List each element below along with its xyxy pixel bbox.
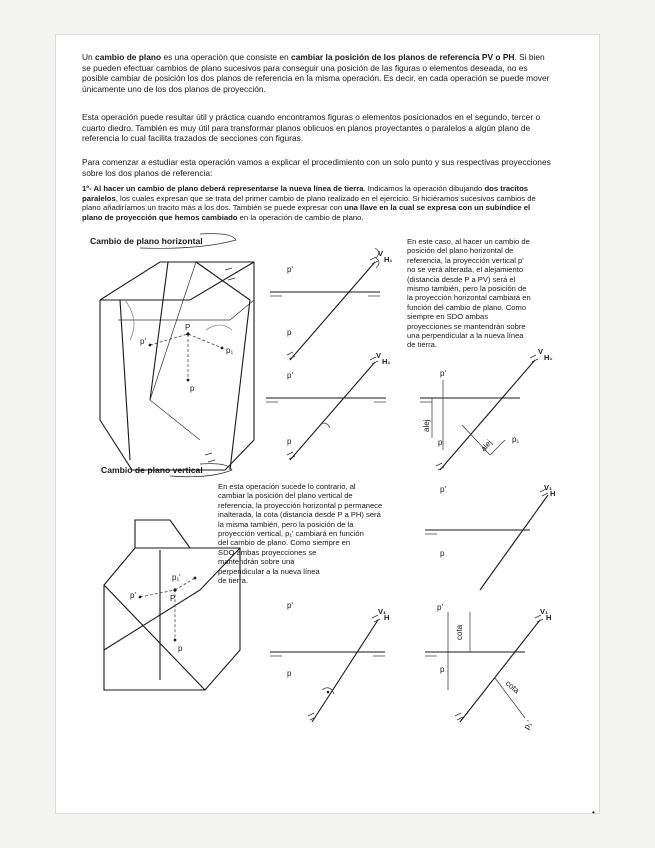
svg-text:P: P <box>170 594 176 603</box>
svg-text:p₁: p₁ <box>512 435 520 444</box>
caption-line: siempre en SDO ambas <box>407 312 489 322</box>
diagram-v2 <box>270 601 389 722</box>
svg-text:alej: alej <box>478 438 494 454</box>
intro-paragraph: Un cambio de plano es una operación que consiste en cambiar la posición de los planos de referencia PV o PH. Si bien se pueden efectuar cambios de plano sucesivos para conseguir una posición de las figuras o elementos deseada, no es posible cambiar de posición los dos planos de referencia en la misma operación. Es decir, en cada operación se puede mover únicamente uno de los dos planos de proyección. <box>82 52 550 94</box>
diagram-v1 <box>425 483 555 590</box>
svg-text:cota: cota <box>455 624 464 640</box>
caption-line: referencia, la proyección vertical p' <box>407 255 524 265</box>
caption-line: mantendrán sobre una <box>218 557 295 567</box>
svg-text:V₁: V₁ <box>378 607 387 616</box>
step-one-paragraph: 1º- Al hacer un cambio de plano deberá representarse la nueva línea de tierra. Indicamos la operación dibujando dos tracitos paralelos, los cuales expresan que se trata del primer cambio de plano realizado en el ejercicio. Si hiciéramos sucesivos cambios de plano añadiríamos un tracito más a los dos. También se puede expresar con una llave en la cual se expresa con un subíndice el plano de proyección que hemos cambiado en la operación de cambio de plano. <box>82 184 536 222</box>
svg-text:H₁: H₁ <box>544 353 553 362</box>
diagram-h2 <box>266 351 391 460</box>
heading-horizontal-change: Cambio de plano horizontal <box>90 236 203 246</box>
svg-text:p₁: p₁ <box>226 346 234 355</box>
svg-text:p: p <box>287 437 292 446</box>
caption-line: de tierra. <box>407 340 437 350</box>
diagram-h1 <box>270 248 393 360</box>
svg-text:p: p <box>440 549 445 558</box>
caption-line: cambiar la posición del plano vertical de <box>218 491 353 501</box>
svg-text:cota: cota <box>503 678 522 696</box>
caption-line: perpendicular a la nueva línea <box>218 566 320 576</box>
svg-text:p': p' <box>130 591 136 600</box>
caption-line: la misma también, pero la posición de la <box>218 519 354 529</box>
caption-line: En esta operación sucede lo contrario, al <box>218 482 356 491</box>
svg-text:alej: alej <box>422 419 431 432</box>
svg-text:p₁': p₁' <box>521 718 535 731</box>
svg-text:V: V <box>538 347 544 356</box>
svg-text:V₁: V₁ <box>540 607 549 616</box>
svg-text:V₁: V₁ <box>544 483 553 492</box>
caption-line: posición del plano horizontal de <box>407 246 514 256</box>
caption-line: inalterada, la cota (distancia desde P a PH) será <box>218 510 381 520</box>
svg-text:p: p <box>438 438 443 447</box>
svg-text:p': p' <box>287 371 293 380</box>
heading-vertical-change: Cambio de plano vertical <box>101 465 203 475</box>
svg-text:V: V <box>376 351 382 360</box>
caption-line: una perpendicular a la nueva línea <box>407 331 524 341</box>
svg-text:H: H <box>550 489 556 498</box>
svg-text:p': p' <box>440 369 446 378</box>
svg-text:p: p <box>287 669 292 678</box>
svg-text:H₁: H₁ <box>382 357 391 366</box>
diagram-v3 <box>425 603 551 731</box>
svg-text:p': p' <box>437 603 443 612</box>
perspective-vertical <box>104 520 240 690</box>
caption-line: En este caso, al hacer un cambio de <box>407 237 530 246</box>
caption-line: no se verá alterada, el alejamiento <box>407 265 524 275</box>
caption-line: del cambio de plano. Como siempre en <box>218 538 351 548</box>
svg-text:p: p <box>178 644 183 653</box>
svg-text:p': p' <box>287 265 293 274</box>
caption-line: referencia, la proyección horizontal p permanece <box>218 500 383 510</box>
svg-text:H: H <box>546 613 552 622</box>
heading-swoosh-horizontal <box>140 234 236 249</box>
svg-text:p': p' <box>287 601 293 610</box>
procedure-paragraph: Para comenzar a estudiar esta operación vamos a explicar el procedimiento con un solo punto y sus respectivas proyecciones sobre los dos planos de referencia: <box>82 157 551 178</box>
diagram-h3 <box>420 347 553 470</box>
svg-text:p: p <box>190 384 195 393</box>
svg-text:p: p <box>440 665 445 674</box>
caption-line: función del cambio de plano. Como <box>407 302 527 312</box>
caption-line: (distancia desde P a PV) será el <box>407 274 516 284</box>
usefulness-paragraph: Esta operación puede resultar útil y práctica cuando encontramos figuras o elementos posicionados en el segundo, tercer o cuarto diedro. También es muy útil para transformar planos oblicuos en planos proyectantes o paralelos a algún plano de referencia lo cual facilita trazados de secciones con figuras. <box>82 112 541 144</box>
svg-text:p₁': p₁' <box>172 573 181 582</box>
svg-text:p: p <box>287 328 292 337</box>
svg-text:p': p' <box>440 485 446 494</box>
caption-line: SDO ambas proyecciones se <box>218 547 317 557</box>
svg-text:H₁: H₁ <box>384 255 393 264</box>
caption-line: de tierra. <box>218 576 248 586</box>
caption-line: proyecciones se mantendrán sobre <box>407 321 526 331</box>
caption-line: mismo también, pero la posición de <box>407 284 527 294</box>
caption-line: la proyección horizontal cambiará en <box>407 293 531 303</box>
svg-text:V: V <box>378 249 384 258</box>
caption-line: proyección vertical, p₁' cambiará en función <box>218 529 364 539</box>
svg-text:p': p' <box>140 337 146 346</box>
svg-text:P: P <box>185 323 191 332</box>
footer-mark: • <box>592 808 595 817</box>
svg-text:H: H <box>384 613 390 622</box>
perspective-horizontal <box>100 262 254 470</box>
